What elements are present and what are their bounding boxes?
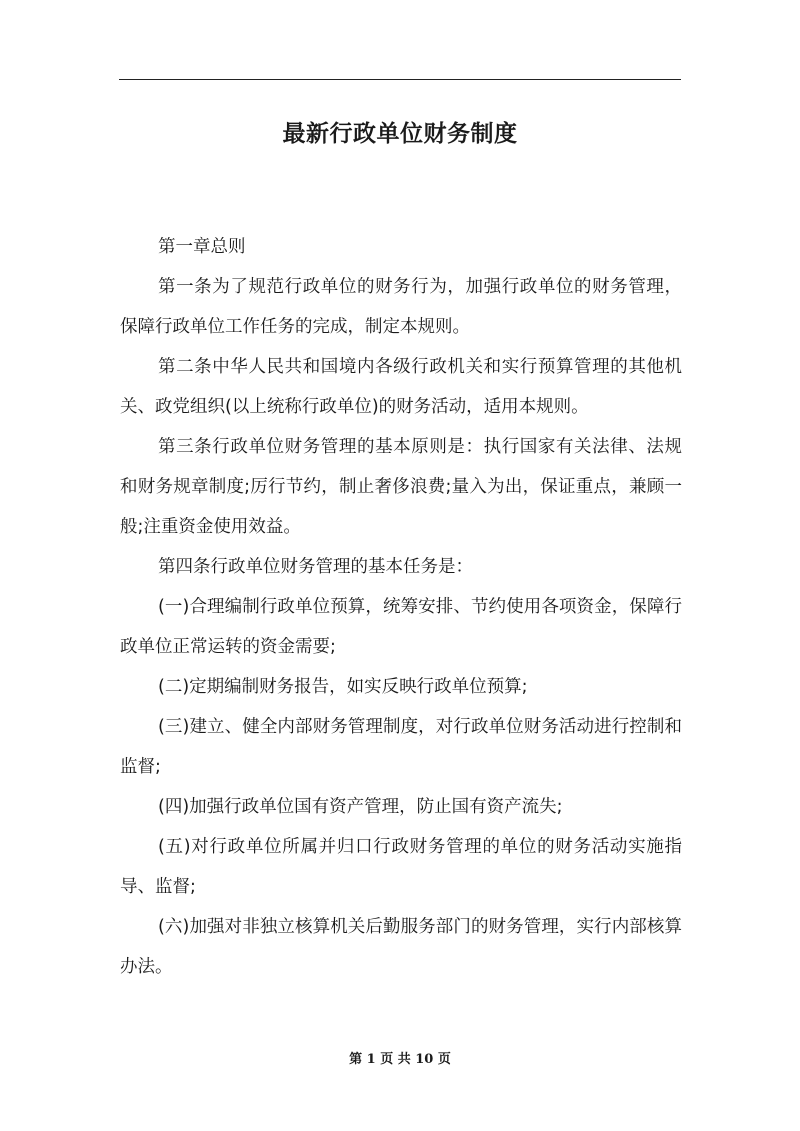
article-3: 第三条行政单位财务管理的基本原则是：执行国家有关法律、法规和财务规章制度;厉行节约，制止奢侈浪费;量入为出，保证重点，兼顾一般;注重资金使用效益。 <box>120 437 682 537</box>
task-item-6: (六)加强对非独立核算机关后勤服务部门的财务管理，实行内部核算办法。 <box>120 917 682 977</box>
task-item-3: (三)建立、健全内部财务管理制度，对行政单位财务活动进行控制和监督; <box>120 717 682 777</box>
page-number: 第 1 页 共 10 页 <box>349 1052 451 1067</box>
article-2: 第二条中华人民共和国境内各级行政机关和实行预算管理的其他机关、政党组织(以上统称行政单位)的财务活动，适用本规则。 <box>120 357 682 417</box>
document-title: 最新行政单位财务制度 <box>282 121 518 148</box>
task-item-2: (二)定期编制财务报告，如实反映行政单位预算; <box>158 677 528 697</box>
header-rule <box>119 79 681 80</box>
document-body <box>120 227 682 987</box>
task-item-5: (五)对行政单位所属并归口行政财务管理的单位的财务活动实施指导、监督; <box>120 837 682 897</box>
task-item-1: (一)合理编制行政单位预算，统筹安排、节约使用各项资金，保障行政单位正常运转的资金需要; <box>120 597 682 657</box>
article-1: 第一条为了规范行政单位的财务行为，加强行政单位的财务管理，保障行政单位工作任务的完成，制定本规则。 <box>120 277 682 337</box>
article-4: 第四条行政单位财务管理的基本任务是： <box>158 557 473 577</box>
task-item-4: (四)加强行政单位国有资产管理，防止国有资产流失; <box>158 797 563 817</box>
chapter-heading: 第一章总则 <box>158 237 246 257</box>
